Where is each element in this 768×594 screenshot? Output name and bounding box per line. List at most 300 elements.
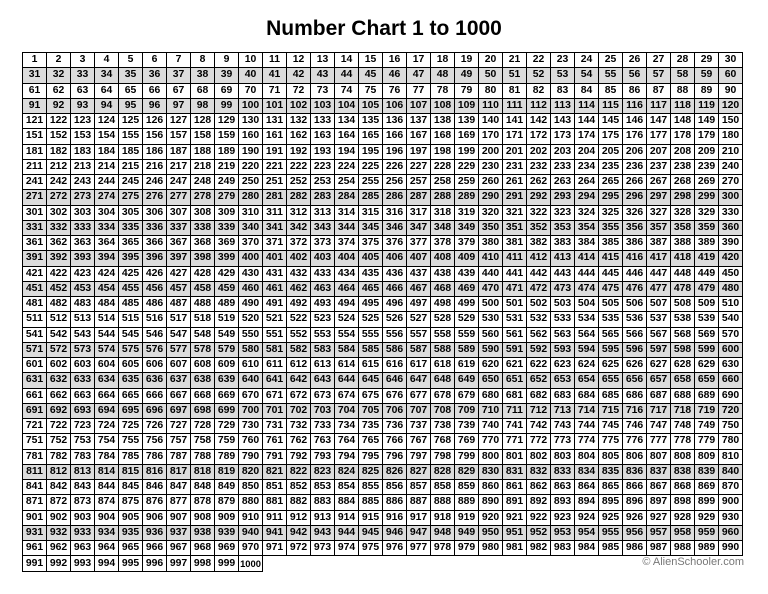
number-cell: 94 (95, 98, 119, 113)
grid-row (23, 159, 743, 174)
number-cell: 468 (431, 281, 455, 296)
number-cell: 257 (407, 175, 431, 190)
number-cell: 51 (503, 68, 527, 83)
number-cell: 238 (671, 159, 695, 174)
number-cell: 462 (287, 281, 311, 296)
number-cell: 148 (671, 114, 695, 129)
number-cell: 922 (527, 510, 551, 525)
number-cell: 392 (47, 251, 71, 266)
number-cell: 127 (167, 114, 191, 129)
number-cell: 200 (479, 144, 503, 159)
number-cell: 595 (599, 342, 623, 357)
number-cell: 902 (47, 510, 71, 525)
number-cell: 685 (599, 388, 623, 403)
number-cell: 789 (215, 449, 239, 464)
number-cell: 988 (671, 541, 695, 556)
number-cell: 104 (335, 98, 359, 113)
number-cell: 822 (287, 464, 311, 479)
number-cell: 611 (263, 358, 287, 373)
number-cell: 571 (23, 342, 47, 357)
number-cell: 684 (575, 388, 599, 403)
number-cell: 273 (71, 190, 95, 205)
number-cell: 849 (215, 480, 239, 495)
number-cell: 162 (287, 129, 311, 144)
number-cell: 509 (695, 297, 719, 312)
number-cell: 969 (215, 541, 239, 556)
number-cell: 139 (455, 114, 479, 129)
number-cell: 120 (719, 98, 743, 113)
number-cell: 502 (527, 297, 551, 312)
number-cell: 156 (143, 129, 167, 144)
number-cell: 342 (287, 220, 311, 235)
number-cell: 292 (527, 190, 551, 205)
grid-row (23, 281, 743, 296)
number-cell: 145 (599, 114, 623, 129)
empty-cell (551, 556, 575, 572)
number-cell: 30 (719, 53, 743, 68)
number-cell: 222 (287, 159, 311, 174)
number-cell: 618 (431, 358, 455, 373)
number-cell: 37 (167, 68, 191, 83)
number-cell: 677 (407, 388, 431, 403)
number-cell: 253 (311, 175, 335, 190)
number-cell: 174 (575, 129, 599, 144)
number-cell: 583 (311, 342, 335, 357)
number-cell: 823 (311, 464, 335, 479)
number-cell: 503 (551, 297, 575, 312)
number-cell: 886 (383, 495, 407, 510)
number-cell: 818 (191, 464, 215, 479)
number-cell: 820 (239, 464, 263, 479)
number-cell: 332 (47, 220, 71, 235)
number-cell: 21 (503, 53, 527, 68)
number-cell: 759 (215, 434, 239, 449)
number-cell: 327 (647, 205, 671, 220)
number-cell: 193 (311, 144, 335, 159)
number-cell: 228 (431, 159, 455, 174)
number-cell: 819 (215, 464, 239, 479)
number-cell: 974 (335, 541, 359, 556)
number-cell: 241 (23, 175, 47, 190)
number-cell: 715 (599, 403, 623, 418)
number-cell: 102 (287, 98, 311, 113)
number-cell: 482 (47, 297, 71, 312)
number-cell: 931 (23, 525, 47, 540)
number-cell: 166 (383, 129, 407, 144)
number-cell: 658 (671, 373, 695, 388)
number-cell: 374 (335, 236, 359, 251)
number-cell: 652 (527, 373, 551, 388)
number-cell: 909 (215, 510, 239, 525)
number-cell: 308 (191, 205, 215, 220)
number-cell: 485 (119, 297, 143, 312)
number-cell: 29 (695, 53, 719, 68)
number-cell: 605 (119, 358, 143, 373)
number-cell: 470 (479, 281, 503, 296)
number-cell: 263 (551, 175, 575, 190)
number-cell: 859 (455, 480, 479, 495)
number-cell: 341 (263, 220, 287, 235)
number-cell: 943 (311, 525, 335, 540)
number-cell: 188 (191, 144, 215, 159)
number-cell: 73 (311, 83, 335, 98)
number-cell: 742 (527, 419, 551, 434)
number-cell: 246 (143, 175, 167, 190)
number-cell: 121 (23, 114, 47, 129)
number-cell: 586 (383, 342, 407, 357)
number-cell: 878 (191, 495, 215, 510)
empty-cell (359, 556, 383, 572)
number-cell: 316 (383, 205, 407, 220)
number-cell: 176 (623, 129, 647, 144)
grid-row (23, 464, 743, 479)
number-cell: 155 (119, 129, 143, 144)
number-cell: 846 (143, 480, 167, 495)
number-cell: 198 (431, 144, 455, 159)
number-cell: 314 (335, 205, 359, 220)
number-cell: 667 (167, 388, 191, 403)
number-cell: 307 (167, 205, 191, 220)
number-cell: 169 (455, 129, 479, 144)
number-cell: 714 (575, 403, 599, 418)
number-cell: 723 (71, 419, 95, 434)
number-cell: 124 (95, 114, 119, 129)
number-cell: 125 (119, 114, 143, 129)
number-cell: 783 (71, 449, 95, 464)
number-cell: 703 (311, 403, 335, 418)
number-cell: 385 (599, 236, 623, 251)
number-cell: 831 (503, 464, 527, 479)
number-cell: 666 (143, 388, 167, 403)
number-cell: 264 (575, 175, 599, 190)
number-cell: 333 (71, 220, 95, 235)
number-cell: 110 (479, 98, 503, 113)
number-cell: 833 (551, 464, 575, 479)
number-cell: 464 (335, 281, 359, 296)
number-cell: 74 (335, 83, 359, 98)
number-cell: 497 (407, 297, 431, 312)
number-cell: 494 (335, 297, 359, 312)
number-cell: 585 (359, 342, 383, 357)
number-cell: 289 (455, 190, 479, 205)
number-cell: 540 (719, 312, 743, 327)
number-cell: 281 (263, 190, 287, 205)
number-cell: 507 (647, 297, 671, 312)
number-cell: 775 (599, 434, 623, 449)
number-cell: 421 (23, 266, 47, 281)
number-cell: 732 (287, 419, 311, 434)
number-cell: 331 (23, 220, 47, 235)
number-cell: 359 (695, 220, 719, 235)
number-cell: 773 (551, 434, 575, 449)
number-cell: 587 (407, 342, 431, 357)
number-cell: 616 (383, 358, 407, 373)
number-cell: 944 (335, 525, 359, 540)
number-cell: 495 (359, 297, 383, 312)
number-cell: 959 (695, 525, 719, 540)
number-cell: 650 (479, 373, 503, 388)
number-cell: 756 (143, 434, 167, 449)
number-cell: 365 (119, 236, 143, 251)
number-cell: 478 (671, 281, 695, 296)
grid-row (23, 98, 743, 113)
number-cell: 259 (455, 175, 479, 190)
number-cell: 287 (407, 190, 431, 205)
number-cell: 533 (551, 312, 575, 327)
number-cell: 4 (95, 53, 119, 68)
number-cell: 752 (47, 434, 71, 449)
number-cell: 591 (503, 342, 527, 357)
number-cell: 109 (455, 98, 479, 113)
number-cell: 686 (623, 388, 647, 403)
number-cell: 625 (599, 358, 623, 373)
number-cell: 1 (23, 53, 47, 68)
number-cell: 868 (671, 480, 695, 495)
number-cell: 472 (527, 281, 551, 296)
number-cell: 436 (383, 266, 407, 281)
number-cell: 504 (575, 297, 599, 312)
number-cell: 20 (479, 53, 503, 68)
number-cell: 417 (647, 251, 671, 266)
number-cell: 393 (71, 251, 95, 266)
number-cell: 574 (95, 342, 119, 357)
number-cell: 89 (695, 83, 719, 98)
number-cell: 743 (551, 419, 575, 434)
number-cell: 897 (647, 495, 671, 510)
number-cell: 668 (191, 388, 215, 403)
number-cell: 6 (143, 53, 167, 68)
number-cell: 598 (671, 342, 695, 357)
number-cell: 602 (47, 358, 71, 373)
number-cell: 186 (143, 144, 167, 159)
number-cell: 330 (719, 205, 743, 220)
number-cell: 191 (263, 144, 287, 159)
number-cell: 39 (215, 68, 239, 83)
number-cell: 498 (431, 297, 455, 312)
number-cell: 280 (239, 190, 263, 205)
number-cell: 362 (47, 236, 71, 251)
number-cell: 998 (191, 556, 215, 572)
number-cell: 993 (71, 556, 95, 572)
number-cell: 748 (671, 419, 695, 434)
number-cell: 375 (359, 236, 383, 251)
number-cell: 220 (239, 159, 263, 174)
empty-cell (263, 556, 287, 572)
number-cell: 885 (359, 495, 383, 510)
number-cell: 408 (431, 251, 455, 266)
number-cell: 746 (623, 419, 647, 434)
number-cell: 758 (191, 434, 215, 449)
number-cell: 996 (143, 556, 167, 572)
number-cell: 934 (95, 525, 119, 540)
number-cell: 445 (599, 266, 623, 281)
number-cell: 987 (647, 541, 671, 556)
number-cell: 638 (191, 373, 215, 388)
number-cell: 510 (719, 297, 743, 312)
grid-row (23, 251, 743, 266)
number-cell: 247 (167, 175, 191, 190)
number-cell: 358 (671, 220, 695, 235)
number-cell: 58 (671, 68, 695, 83)
number-cell: 803 (551, 449, 575, 464)
number-cell: 309 (215, 205, 239, 220)
number-cell: 989 (695, 541, 719, 556)
number-cell: 718 (671, 403, 695, 418)
number-cell: 405 (359, 251, 383, 266)
number-cell: 635 (119, 373, 143, 388)
number-cell: 893 (551, 495, 575, 510)
number-cell: 106 (383, 98, 407, 113)
grid-row (23, 403, 743, 418)
number-cell: 270 (719, 175, 743, 190)
number-cell: 760 (239, 434, 263, 449)
number-cell: 323 (551, 205, 575, 220)
number-cell: 782 (47, 449, 71, 464)
number-cell: 608 (191, 358, 215, 373)
grid-row (23, 297, 743, 312)
number-cell: 940 (239, 525, 263, 540)
number-cell: 397 (167, 251, 191, 266)
number-cell: 918 (431, 510, 455, 525)
number-cell: 982 (527, 541, 551, 556)
number-cell: 821 (263, 464, 287, 479)
empty-cell (383, 556, 407, 572)
number-cell: 523 (311, 312, 335, 327)
number-cell: 348 (431, 220, 455, 235)
number-cell: 40 (239, 68, 263, 83)
number-cell: 981 (503, 541, 527, 556)
grid-row (23, 220, 743, 235)
number-cell: 770 (479, 434, 503, 449)
number-cell: 491 (263, 297, 287, 312)
number-cell: 600 (719, 342, 743, 357)
number-cell: 579 (215, 342, 239, 357)
number-cell: 928 (671, 510, 695, 525)
number-cell: 427 (167, 266, 191, 281)
number-cell: 804 (575, 449, 599, 464)
number-cell: 621 (503, 358, 527, 373)
number-cell: 107 (407, 98, 431, 113)
number-cell: 5 (119, 53, 143, 68)
number-cell: 817 (167, 464, 191, 479)
number-cell: 134 (335, 114, 359, 129)
number-cell: 41 (263, 68, 287, 83)
number-cell: 130 (239, 114, 263, 129)
number-cell: 654 (575, 373, 599, 388)
number-cell: 964 (95, 541, 119, 556)
number-cell: 390 (719, 236, 743, 251)
number-cell: 466 (383, 281, 407, 296)
number-cell: 675 (359, 388, 383, 403)
number-cell: 921 (503, 510, 527, 525)
number-cell: 160 (239, 129, 263, 144)
number-cell: 344 (335, 220, 359, 235)
number-cell: 435 (359, 266, 383, 281)
grid-row (23, 358, 743, 373)
number-cell: 655 (599, 373, 623, 388)
number-cell: 336 (143, 220, 167, 235)
number-cell: 593 (551, 342, 575, 357)
number-cell: 77 (407, 83, 431, 98)
number-cell: 712 (527, 403, 551, 418)
number-cell: 832 (527, 464, 551, 479)
number-cell: 151 (23, 129, 47, 144)
number-cell: 719 (695, 403, 719, 418)
number-cell: 512 (47, 312, 71, 327)
number-cell: 84 (575, 83, 599, 98)
number-cell: 642 (287, 373, 311, 388)
empty-cell (455, 556, 479, 572)
number-cell: 394 (95, 251, 119, 266)
number-cell: 388 (671, 236, 695, 251)
number-cell: 793 (311, 449, 335, 464)
number-cell: 534 (575, 312, 599, 327)
number-cell: 979 (455, 541, 479, 556)
number-cell: 568 (671, 327, 695, 342)
number-cell: 866 (623, 480, 647, 495)
number-cell: 113 (551, 98, 575, 113)
number-cell: 386 (623, 236, 647, 251)
number-cell: 753 (71, 434, 95, 449)
number-cell: 904 (95, 510, 119, 525)
number-cell: 799 (455, 449, 479, 464)
number-cell: 22 (527, 53, 551, 68)
number-cell: 98 (191, 98, 215, 113)
number-cell: 278 (191, 190, 215, 205)
number-cell: 536 (623, 312, 647, 327)
number-cell: 409 (455, 251, 479, 266)
number-cell: 786 (143, 449, 167, 464)
number-cell: 721 (23, 419, 47, 434)
number-cell: 467 (407, 281, 431, 296)
number-cell: 830 (479, 464, 503, 479)
number-cell: 499 (455, 297, 479, 312)
number-cell: 824 (335, 464, 359, 479)
number-cell: 461 (263, 281, 287, 296)
number-cell: 877 (167, 495, 191, 510)
number-cell: 889 (455, 495, 479, 510)
number-cell: 778 (671, 434, 695, 449)
number-cell: 927 (647, 510, 671, 525)
number-cell: 208 (671, 144, 695, 159)
number-cell: 285 (359, 190, 383, 205)
number-cell: 180 (719, 129, 743, 144)
number-cell: 978 (431, 541, 455, 556)
number-cell: 493 (311, 297, 335, 312)
number-cell: 192 (287, 144, 311, 159)
number-cell: 116 (623, 98, 647, 113)
number-cell: 49 (455, 68, 479, 83)
number-cell: 896 (623, 495, 647, 510)
number-cell: 357 (647, 220, 671, 235)
number-cell: 615 (359, 358, 383, 373)
number-cell: 165 (359, 129, 383, 144)
number-cell: 508 (671, 297, 695, 312)
number-cell: 2 (47, 53, 71, 68)
number-cell: 980 (479, 541, 503, 556)
number-cell: 805 (599, 449, 623, 464)
number-cell: 302 (47, 205, 71, 220)
number-cell: 61 (23, 83, 47, 98)
grid-row (23, 175, 743, 190)
empty-cell (311, 556, 335, 572)
number-cell: 953 (551, 525, 575, 540)
number-cell: 111 (503, 98, 527, 113)
number-cell: 10 (239, 53, 263, 68)
number-cell: 103 (311, 98, 335, 113)
number-cell: 319 (455, 205, 479, 220)
number-cell: 952 (527, 525, 551, 540)
